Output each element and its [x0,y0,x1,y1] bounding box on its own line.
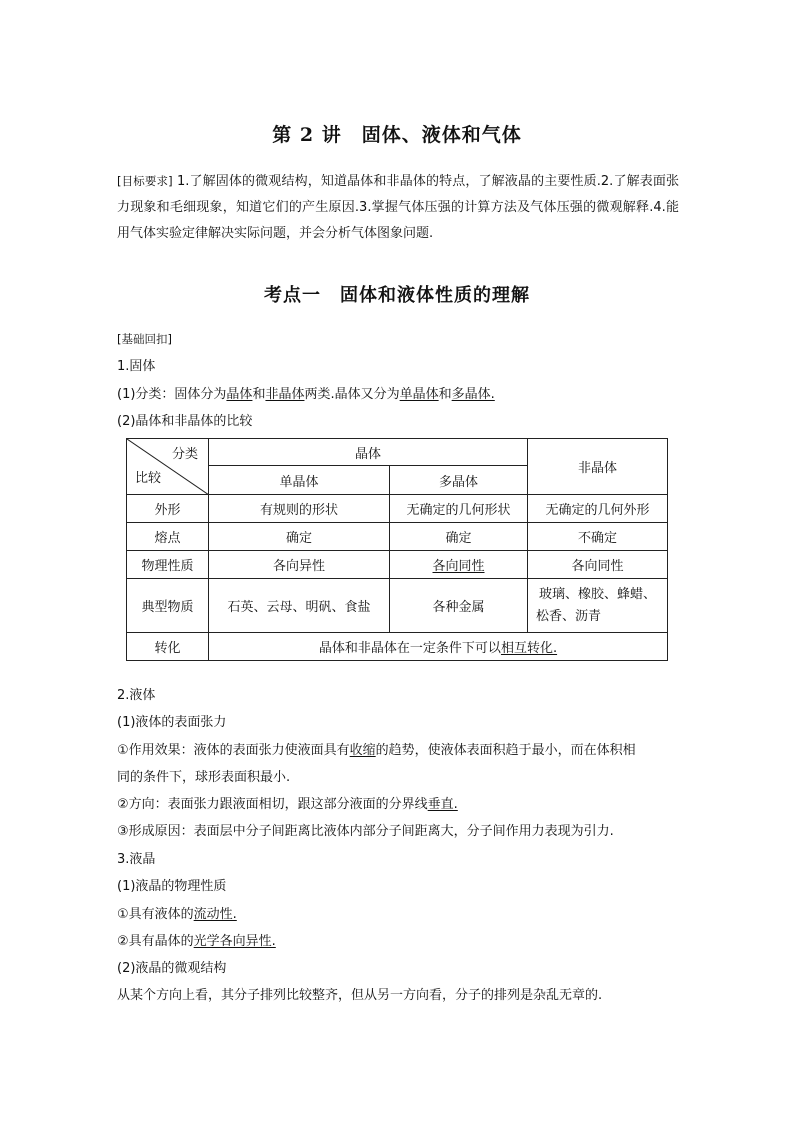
surface-tension-effect-cont: 同的条件下，球形表面积最小. [117,770,291,785]
header-polycrystal: 多晶体 [390,466,528,495]
liquid-crystal-structure: 从某个方向上看，其分子排列比较整齐，但从另一方向看，分子的排列是杂乱无章的. [117,988,603,1003]
underlined-term: 收缩 [349,743,376,758]
liquid-crystal-heading: 3.液晶 [117,852,156,867]
table-row: 熔点 确定 确定 不确定 [127,523,668,551]
surface-tension-cause: ③形成原因：表面层中分子间距离比液体内部分子间距离大，分子间作用力表现为引力. [117,824,614,839]
lesson-title: 第 2 讲 固体、液体和气体 [272,124,522,146]
basics-tag: [基础回扣] [117,332,172,346]
underlined-term: 流动性. [193,907,237,922]
table-corner-cell [127,439,209,495]
header-single-crystal: 单晶体 [209,466,390,495]
table-row: 外形 有规则的形状 无确定的几何形状 无确定的几何外形 [127,495,668,523]
liquid-crystal-structure-heading: (2)液晶的微观结构 [117,961,227,976]
solid-classify: (1)分类：固体分为晶体和非晶体两类.晶体又分为单晶体和多晶体. [117,387,495,402]
table-row-transform: 转化 晶体和非晶体在一定条件下可以相互转化. [127,633,668,661]
underlined-term: 各向同性 [432,559,485,574]
solid-heading: 1.固体 [117,359,156,374]
compare-heading: (2)晶体和非晶体的比较 [117,414,253,429]
surface-tension-heading: (1)液体的表面张力 [117,715,227,730]
surface-tension-direction: ②方向：表面张力跟液面相切，跟这部分液面的分界线垂直. [117,797,458,812]
header-crystal: 晶体 [209,439,528,466]
underlined-term: 光学各向异性. [193,934,276,949]
underlined-term: 晶体 [226,387,253,402]
underlined-term: 单晶体 [399,387,439,402]
surface-tension-effect: ①作用效果：液体的表面张力使液面具有收缩的趋势，使液体表面积趋于最小，而在体积相 [117,743,636,758]
table-row: 典型物质 石英、云母、明矾、食盐 各种金属 玻璃、橡胶、蜂蜡、 松香、沥青 [127,579,668,633]
goal-requirements [117,168,679,247]
liquid-crystal-property-1: ①具有液体的流动性. [117,907,237,922]
underlined-term: 多晶体. [451,387,495,402]
section-title: 考点一 固体和液体性质的理解 [264,285,530,306]
goal-requirements-tag: [目标要求] [117,174,173,188]
liquid-crystal-property-2: ②具有晶体的光学各向异性. [117,934,276,949]
underlined-term: 相互转化. [500,641,558,656]
table-row: 物理性质 各向异性 各向同性 各向同性 [127,551,668,579]
corner-label-compare: 比较 [135,471,162,486]
liquid-heading: 2.液体 [117,688,156,703]
underlined-term: 垂直. [427,797,458,812]
underlined-term: 非晶体 [265,387,305,402]
corner-label-category: 分类 [171,447,198,462]
liquid-crystal-properties-heading: (1)液晶的物理性质 [117,879,227,894]
crystal-comparison-table [126,438,668,661]
header-amorphous: 非晶体 [528,439,668,495]
goal-requirements-text: 1.了解固体的微观结构，知道晶体和非晶体的特点，了解液晶的主要性质.2.了解表面张力现象和毛细现象，知道它们的产生原因.3.掌握气体压强的计算方法及气体压强的微观解释.4.能用气体实验定律解决实际问题，并会分析气体图象问题. [117,174,679,241]
